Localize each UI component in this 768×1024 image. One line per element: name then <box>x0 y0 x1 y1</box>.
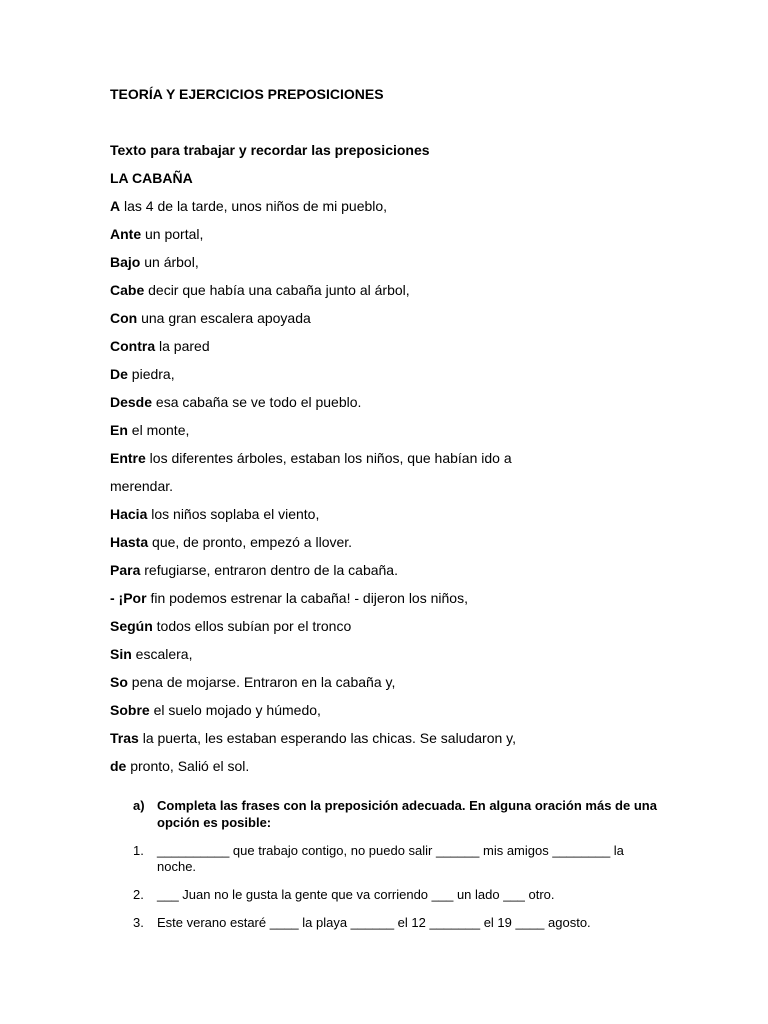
story-text <box>110 197 670 785</box>
story-line-text: que, de pronto, empezó a llover. <box>148 534 353 550</box>
story-line <box>110 617 670 645</box>
story-line <box>110 757 670 785</box>
document-title: TEORÍA Y EJERCICIOS PREPOSICIONES <box>110 86 384 102</box>
preposition: - ¡Por <box>110 590 147 606</box>
story-line-text: pronto, Salió el sol. <box>126 758 250 774</box>
story-line-text: pena de mojarse. Entraron en la cabaña y, <box>127 674 396 690</box>
preposition: Hacia <box>110 506 148 522</box>
preposition: Entre <box>110 450 146 466</box>
story-line <box>110 393 670 421</box>
exercise-letter: a) <box>133 798 145 813</box>
preposition: So <box>110 674 128 690</box>
preposition: Hasta <box>110 534 149 550</box>
preposition: Con <box>110 310 138 326</box>
story-line <box>110 645 670 673</box>
story-line <box>110 729 670 757</box>
preposition: Para <box>110 562 141 578</box>
story-line <box>110 197 670 225</box>
story-line <box>110 225 670 253</box>
story-line-text: todos ellos subían por el tronco <box>152 618 352 634</box>
exercise-item <box>133 843 673 875</box>
story-line <box>110 701 670 729</box>
story-line <box>110 253 670 281</box>
story-line <box>110 533 670 561</box>
story-line-text: la puerta, les estaban esperando las chicas. Se saludaron y, <box>138 730 517 746</box>
exercise-item-text: __________ que trabajo contigo, no puedo salir ______ mis amigos ________ la noche. <box>157 843 624 874</box>
preposition: De <box>110 366 128 382</box>
preposition: Cabe <box>110 282 145 298</box>
story-line-text: escalera, <box>131 646 193 662</box>
story-line-text: merendar. <box>110 478 174 494</box>
exercise-item <box>133 887 673 903</box>
exercise-item-number: 2. <box>133 887 144 902</box>
story-line <box>110 421 670 449</box>
preposition: A <box>110 198 121 214</box>
story-line-text: un portal, <box>141 226 204 242</box>
story-line-text: un árbol, <box>140 254 199 270</box>
document-subtitle: Texto para trabajar y recordar las preposiciones <box>110 142 430 158</box>
story-line <box>110 449 670 477</box>
exercise-instruction-text: Completa las frases con la preposición adecuada. En alguna oración más de una opción es posible: <box>157 798 657 830</box>
story-line-text: el suelo mojado y húmedo, <box>149 702 321 718</box>
story-line-text: los niños soplaba el viento, <box>147 506 320 522</box>
preposition: Sobre <box>110 702 150 718</box>
story-line-text: piedra, <box>127 366 175 382</box>
preposition: de <box>110 758 127 774</box>
story-line-text: decir que había una cabaña junto al árbol, <box>144 282 410 298</box>
story-line <box>110 309 670 337</box>
preposition: En <box>110 422 128 438</box>
story-line <box>110 365 670 393</box>
story-title: LA CABAÑA <box>110 170 193 186</box>
story-line-text: los diferentes árboles, estaban los niños, que habían ido a <box>145 450 512 466</box>
preposition: Tras <box>110 730 139 746</box>
exercise-item-number: 1. <box>133 843 144 858</box>
preposition: Según <box>110 618 153 634</box>
story-line <box>110 281 670 309</box>
story-line-text: el monte, <box>127 422 190 438</box>
preposition: Desde <box>110 394 153 410</box>
exercise-items <box>133 843 673 943</box>
story-line <box>110 337 670 365</box>
exercise-item-number: 3. <box>133 915 144 930</box>
story-line-text: la pared <box>155 338 210 354</box>
story-line <box>110 505 670 533</box>
story-line <box>110 561 670 589</box>
story-line <box>110 589 670 617</box>
exercise-item-text: ___ Juan no le gusta la gente que va corriendo ___ un lado ___ otro. <box>157 887 555 902</box>
story-line-text: una gran escalera apoyada <box>137 310 311 326</box>
story-line-text: fin podemos estrenar la cabaña! - dijeron los niños, <box>146 590 468 606</box>
story-line-text: refugiarse, entraron dentro de la cabaña. <box>140 562 398 578</box>
story-line-text: esa cabaña se ve todo el pueblo. <box>152 394 362 410</box>
story-line <box>110 477 670 505</box>
exercise-item-text: Este verano estaré ____ la playa ______ el 12 _______ el 19 ____ agosto. <box>157 915 591 930</box>
story-line-text: las 4 de la tarde, unos niños de mi pueblo, <box>120 198 388 214</box>
preposition: Contra <box>110 338 156 354</box>
exercise-item <box>133 915 673 931</box>
preposition: Bajo <box>110 254 141 270</box>
story-line <box>110 673 670 701</box>
preposition: Sin <box>110 646 132 662</box>
preposition: Ante <box>110 226 142 242</box>
